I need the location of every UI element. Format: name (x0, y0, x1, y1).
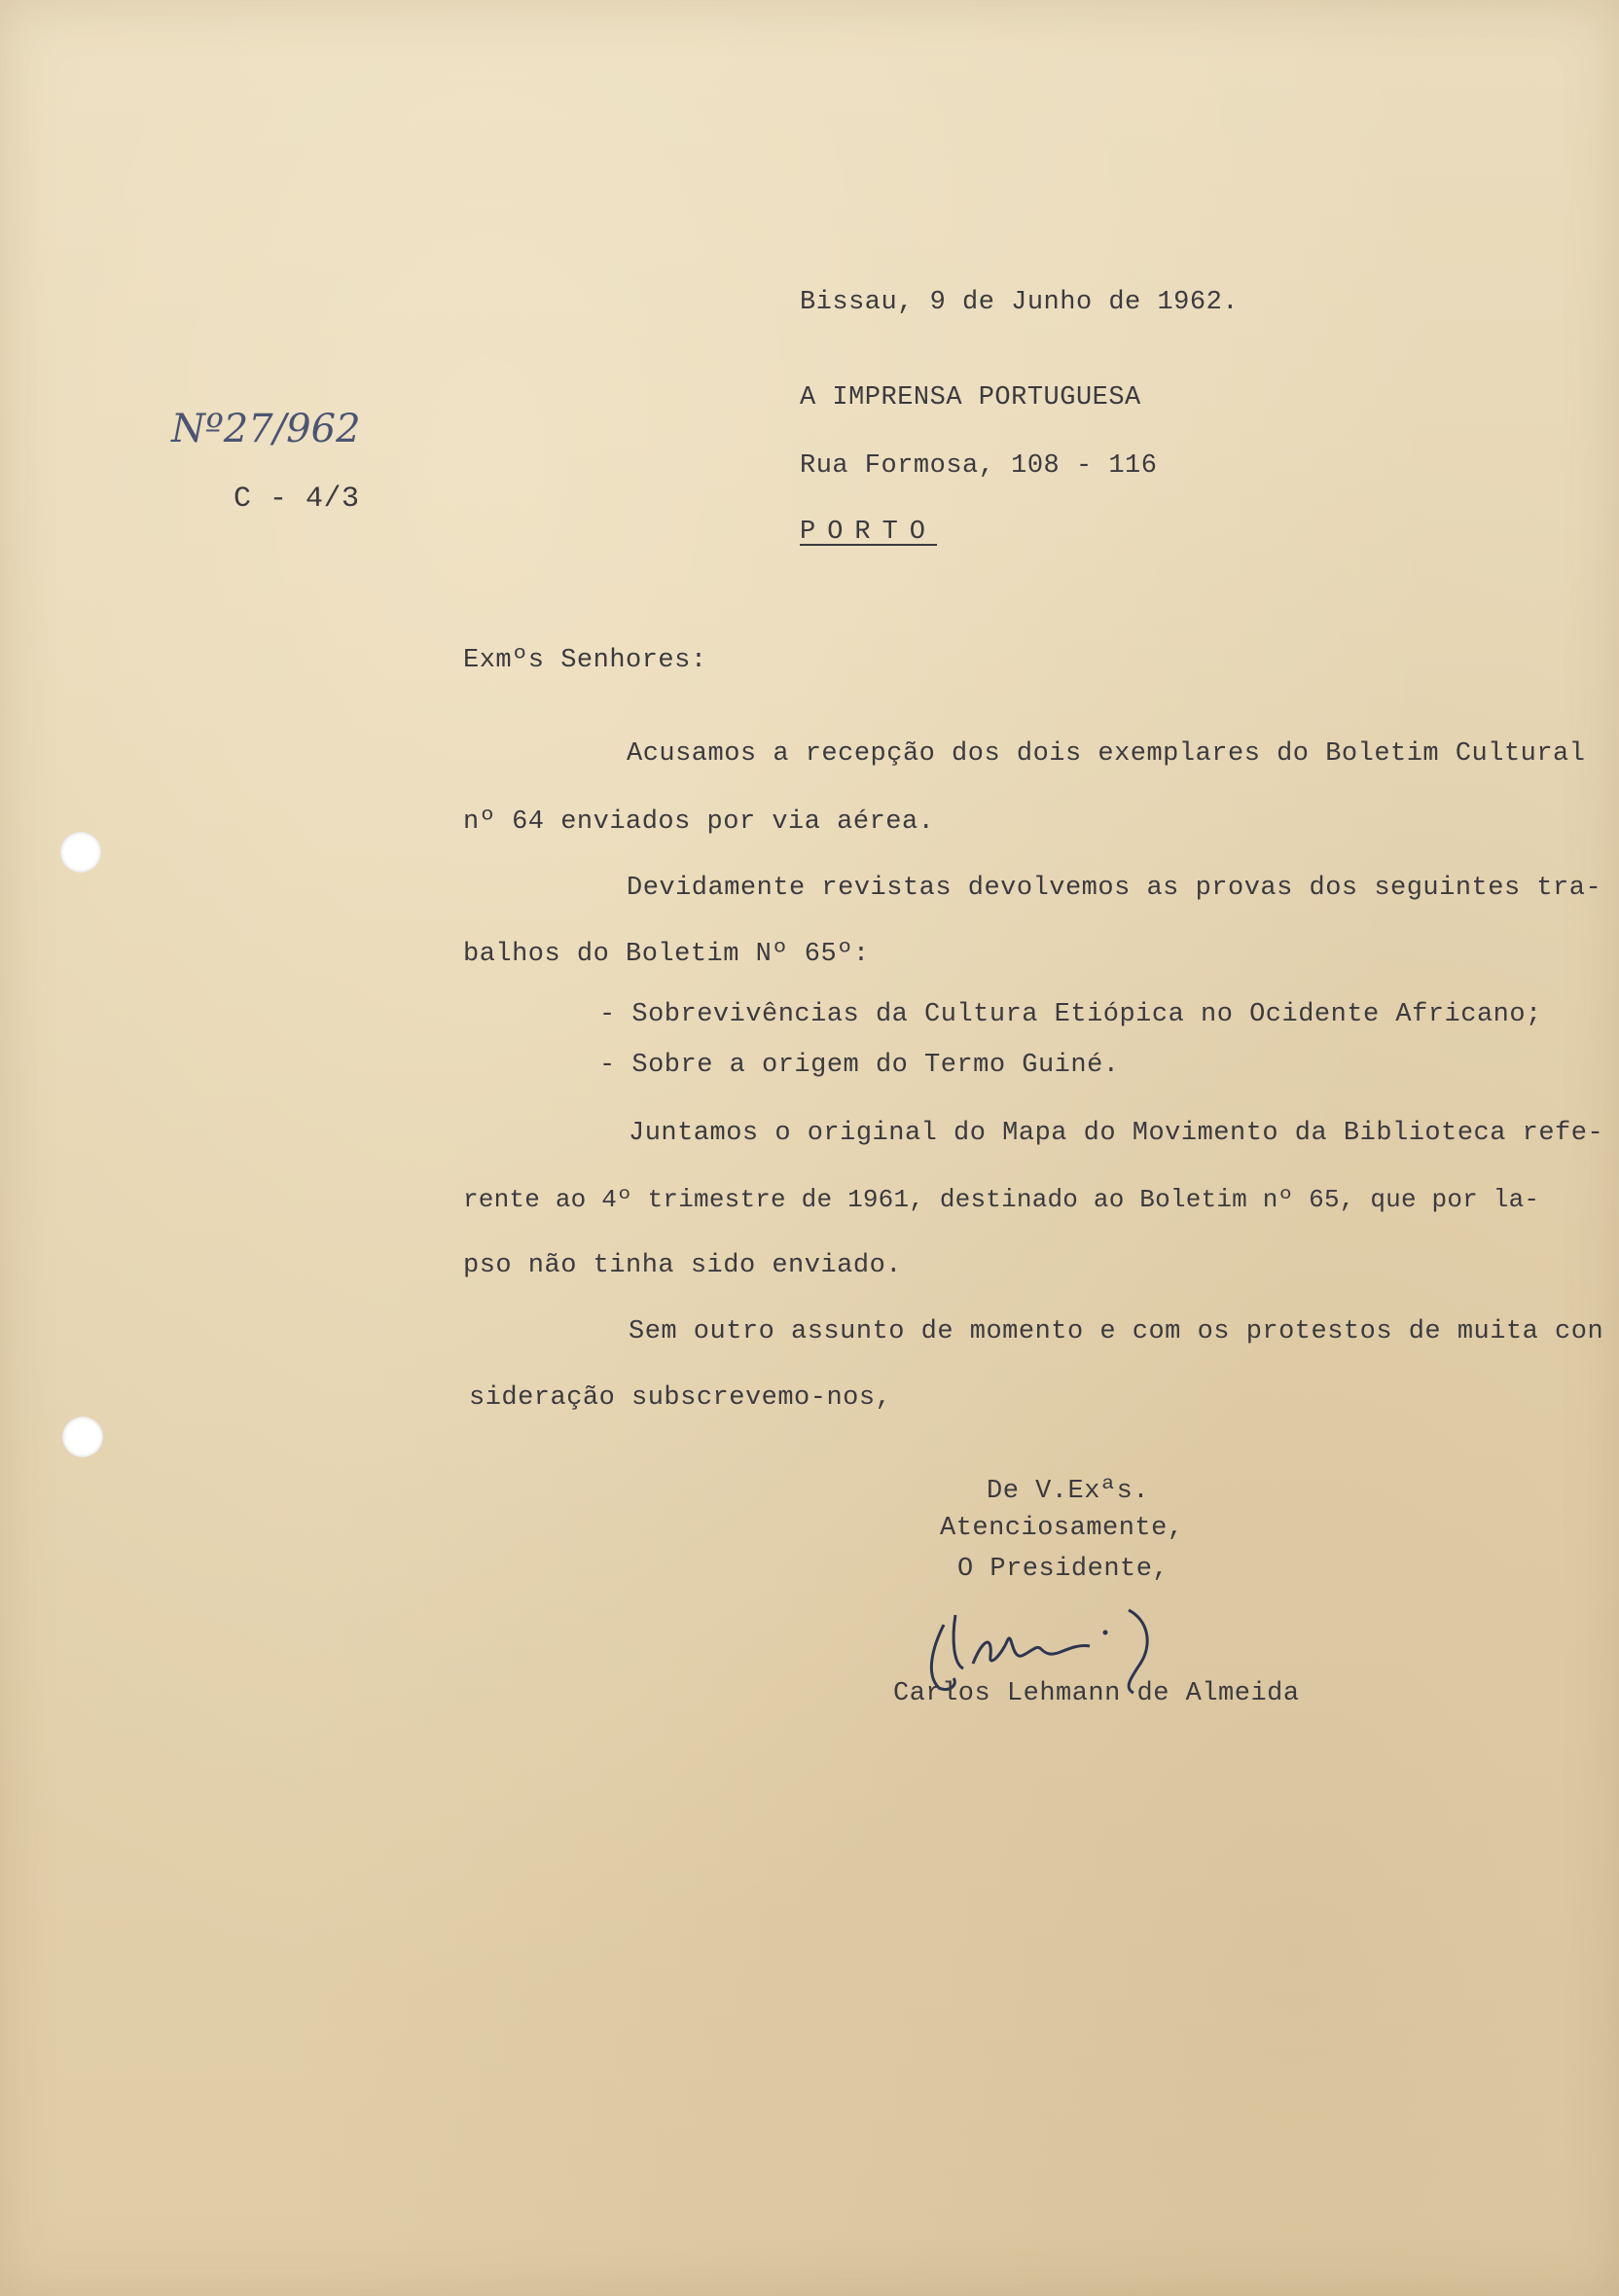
paragraph-1-line-1: Acusamos a recepção dos dois exemplares do Boletim Cultural (627, 739, 1586, 769)
list-item: - Sobre a origem do Termo Guiné. (599, 1051, 1120, 1080)
file-code: C - 4/3 (234, 483, 360, 516)
salutation: Exmºs Senhores: (463, 646, 707, 675)
paragraph-3-line-2: rente ao 4º trimestre de 1961, destinado ao Boletim nº 65, que por la- (463, 1185, 1540, 1214)
closing-line-1: De V.Exªs. (987, 1477, 1150, 1506)
recipient-street: Rua Formosa, 108 - 116 (800, 451, 1158, 481)
paragraph-2-line-2: balhos do Boletim Nº 65º: (463, 940, 870, 969)
signatory-name: Carlos Lehmann de Almeida (893, 1679, 1300, 1708)
date-line: Bissau, 9 de Junho de 1962. (800, 288, 1239, 317)
paragraph-4-line-2: sideração subscrevemo-nos, (469, 1383, 892, 1413)
punch-hole-bottom (62, 1417, 103, 1457)
paragraph-4-line-1: Sem outro assunto de momento e com os protestos de muita con (629, 1317, 1604, 1346)
closing-line-3: O Presidente, (957, 1555, 1169, 1584)
recipient-name: A IMPRENSA PORTUGUESA (800, 383, 1141, 413)
paragraph-3-line-3: pso não tinha sido enviado. (463, 1251, 902, 1280)
recipient-city: PORTO (800, 518, 938, 547)
paragraph-3-line-1: Juntamos o original do Mapa do Movimento da Biblioteca refe- (629, 1119, 1604, 1148)
closing-line-2: Atenciosamente, (940, 1514, 1184, 1543)
registry-number-handwritten: Nº27/962 (171, 407, 361, 451)
paragraph-2-line-1: Devidamente revistas devolvemos as provas dos seguintes tra- (627, 874, 1602, 903)
list-item: - Sobrevivências da Cultura Etiópica no Ocidente Africano; (599, 1000, 1542, 1029)
paragraph-1-line-2: nº 64 enviados por via aérea. (463, 807, 935, 837)
punch-hole-top (60, 832, 101, 873)
